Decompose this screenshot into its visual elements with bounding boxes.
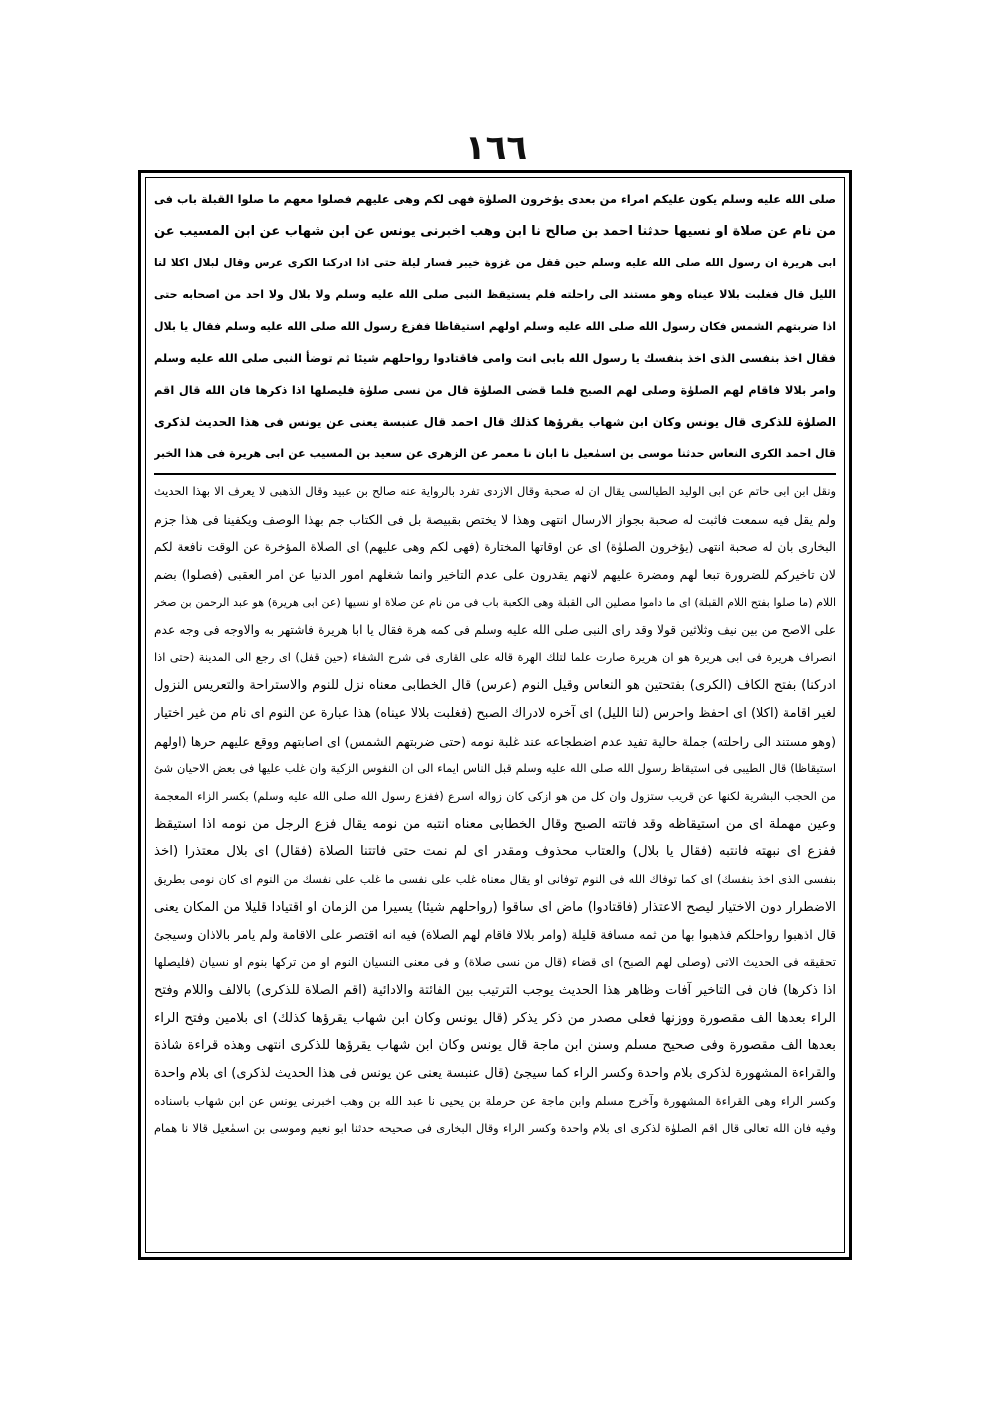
commentary-line: (وهو مستند الى راحلته) جملة حالية تفيد عدم اضطجاعه عند غلبة نومه (حتى ضربتهم الشمس) اى اصابتهم ووقع عليهم حرها (اولهم xyxy=(154,733,836,749)
commentary-line: لان تاخيركم للضرورة تبعا لهم ومضرة عليهم لانهم يقدرون على عدم التاخير وانما شغلهم امور الدنيا عن امر العقبى (فصلوا) بضم xyxy=(154,567,836,583)
commentary-line: وكسر الراء وهى القراءة المشهورة وآخرج مسلم وابن ماجة عن حرملة بن يحيى نا عبد الله بن وهب اخبرنى يونس عن ابن شهاب باسناده xyxy=(154,1093,836,1108)
main-text-line: فقال اخذ بنفسى الذى اخذ بنفسك يا رسول الله بابى انت وامى فاقتادوا رواحلهم شيئا ثم توضأ النبى صلى الله عليه وسلم xyxy=(154,350,836,365)
main-text-line: وامر بلالا فاقام لهم الصلوٰة وصلى لهم الصبح فلما قضى الصلوٰة قال من نسى صلوٰة فليصلها اذا ذكرها فان الله قال اقم xyxy=(154,382,836,397)
page-frame-inner xyxy=(145,177,845,1253)
commentary-line: وعين مهملة اى من استيقاظه وقد فاتته الصبح وقال الخطابى معناه انتبه من نومه يقال فزع الرجل من نومه اذا استيقظ xyxy=(154,816,836,832)
commentary-line: الاضطرار دون الاختيار ليصح الاعتذار (فاقتادوا) ماض اى ساقوا (رواحلهم شيئا) يسيرا من الزمان او اقتيادا قليلا من المكان يعنى xyxy=(154,899,836,915)
commentary-line: ففزع اى نبهته فانتبه (فقال يا بلال) والعتاب محذوف ومقدر اى لم نمت حتى فاتتنا الصلاة (فقال) اى بلال معتذرا (اخذ xyxy=(154,844,836,860)
commentary-line: وفيه فان الله تعالى قال اقم الصلوٰة لذكرى اى بلام واحدة وكسر الراء وقال البخارى فى صحيحه حدثنا ابو نعيم وموسى بن اسمٰعيل قالا نا همام xyxy=(154,1121,836,1136)
commentary-line: ادركنا) بفتح الكاف (الكرى) بفتحتين هو النعاس وقيل النوم (عرس) قال الخطابى معناه نزل للنوم والاستراحة والتعريس النزول xyxy=(154,678,836,694)
main-text-line: قال احمد الكرى النعاس حدثنا موسى بن اسمٰعيل نا ابان نا معمر عن الزهرى عن سعيد بن المسيب عن ابى هريرة فى هذا الخبر xyxy=(154,447,836,461)
main-text-line: من نام عن صلاة او نسيها حدثنا احمد بن صالح نا ابن وهب اخبرنى يونس عن ابن شهاب عن ابن المسيب عن xyxy=(154,223,836,239)
commentary-line: على الاصح من بين نيف وثلاثين قولا وقد راى النبى صلى الله عليه وسلم فى كمه هرة فقال يا ابا هريرة فاشتهر به والاوجه فى وجه عدم xyxy=(154,622,836,637)
commentary-line: قال اذهبوا رواحلكم فذهبوا بها من ثمه مسافة قليلة (وامر بلالا فاقام لهم الصلاة) فيه انه اقتصر على الاقامة ولم يامر بالاذان وسيجئ xyxy=(154,927,836,943)
commentary-line: انصراف هريرة فى ابى هريرة هو ان هريرة صارت علما لتلك الهرة قاله على القارى فى شرح الشفاء (حين قفل) اى رجع الى المدينة (حتى اذا xyxy=(154,650,836,665)
commentary-line: اللام (ما صلوا بفتح اللام القبلة) اى ما داموا مصلين الى القبلة وهى الكعبة باب فى من نام عن صلاة او نسيها (عن ابى هريرة) هو عبد الرحمن بن صخر xyxy=(154,595,836,609)
main-text-line: الليل قال فغلبت بلالا عيناه وهو مستند الى راحلته فلم يستيقظ النبى صلى الله عليه وسلم ولا بلال ولا احد من اصحابه حتى xyxy=(154,288,836,302)
commentary-line: بنفسى الذى اخذ بنفسك) اى كما توفاك الله فى النوم توفانى او يقال معناه غلب على نفسى ما غلب على نفسك من النوم اى كان نومى بطريق xyxy=(154,872,836,887)
commentary-line: لغير اقامة (اكلا) اى احفظ واحرس (لنا الليل) اى آخره لادراك الصبح (فغلبت بلالا عيناه) هذا عبارة عن النوم اى نام من غير اختيار xyxy=(154,705,836,721)
commentary-line: الراء بعدها الف مقصورة ووزنها فعلى مصدر من ذكر يذكر (قال يونس وكان ابن شهاب يقرؤها كذلك) اى بلامين وفتح الراء xyxy=(154,1010,836,1026)
commentary-line: البخارى بان له صحبة انتهى (يؤخرون الصلوٰة) اى عن اوقاتها المختارة (فهى لكم وهى عليهم) اى الصلاة المؤخرة عن الوقت نافعة لكم xyxy=(154,539,836,554)
page-frame xyxy=(138,170,852,1260)
commentary-line: اذا ذكرها) فان فى التاخير آفات وظاهر هذا الحديث يوجب الترتيب بين الفائتة والادائية (اقم الصلاة للذكرى) بالالف واللام وفتح xyxy=(154,982,836,998)
commentary-text xyxy=(154,478,836,1143)
commentary-line: تحقيقه فى الحديث الاتى (وصلى لهم الصبح) اى قضاء (قال من نسى صلاة) و فى معنى النسيان النوم او من تركها بنوم او نسيان (فليصلها xyxy=(154,955,836,970)
commentary-line: استيقاظا) قال الطيبى فى استيقاظ رسول الله صلى الله عليه وسلم قبل الناس ايماء الى ان النفوس الزكية وان غلب عليها فى بعض الاحيان شئ xyxy=(154,761,836,776)
commentary-line: بعدها الف مقصورة وفى صحيح مسلم وسنن ابن ماجة قال يونس وكان ابن شهاب يقرؤها للذكرى انتهى وهذه قراءة شاذة xyxy=(154,1038,836,1054)
main-text-line: اذا ضربتهم الشمس فكان رسول الله صلى الله عليه وسلم اولهم استيقاظا ففزع رسول الله صلى الله عليه وسلم فقال يا بلال xyxy=(154,320,836,334)
main-text-line: صلى الله عليه وسلم يكون عليكم امراء من بعدى يؤخرون الصلوٰة فهى لكم وهى عليهم فصلوا معهم ما صلوا القبلة باب فى xyxy=(154,192,836,206)
main-text-line: الصلوٰة للذكرى قال يونس وكان ابن شهاب يقرؤها كذلك قال احمد قال عنبسة يعنى عن يونس فى هذا الحديث لذكرى xyxy=(154,414,836,429)
section-divider xyxy=(154,473,836,475)
page-number: ١٦٦ xyxy=(464,128,528,168)
commentary-line: ونقل ابن ابى حاتم عن ابى الوليد الطيالسى يقال ان له صحبة وقال الازدى تفرد بالرواية عنه صالح بن عبيد وقال الذهبى لا يعرف الا بهذا الحديث xyxy=(154,484,836,499)
commentary-line: ولم يقل فيه سمعت فاثبت له صحبة بجواز الارسال انتهى وهذا لا يختص بقبيصة بل فى الكتاب جم بهذا الوصف ويكفينا فى هذا جزم xyxy=(154,511,836,527)
main-hadith-text xyxy=(154,184,836,470)
main-text-line: ابى هريرة ان رسول الله صلى الله عليه وسلم حين قفل من غزوة خيبر فسار ليلة حتى اذا ادركنا الكرى عرس وقال لبلال اكلا لنا xyxy=(154,256,836,269)
commentary-line: والقراءة المشهورة لذكرى بلام واحدة وكسر الراء كما سيجئ (قال عنبسة يعنى عن يونس فى هذا الحديث لذكرى) اى بلام واحدة xyxy=(154,1065,836,1081)
commentary-line: من الحجب البشرية لكنها عن قريب ستزول وان كل من هو ازكى كان زواله اسرع (ففزع رسول الله صلى الله عليه وسلم) بكسر الزاء المعجمة xyxy=(154,788,836,803)
